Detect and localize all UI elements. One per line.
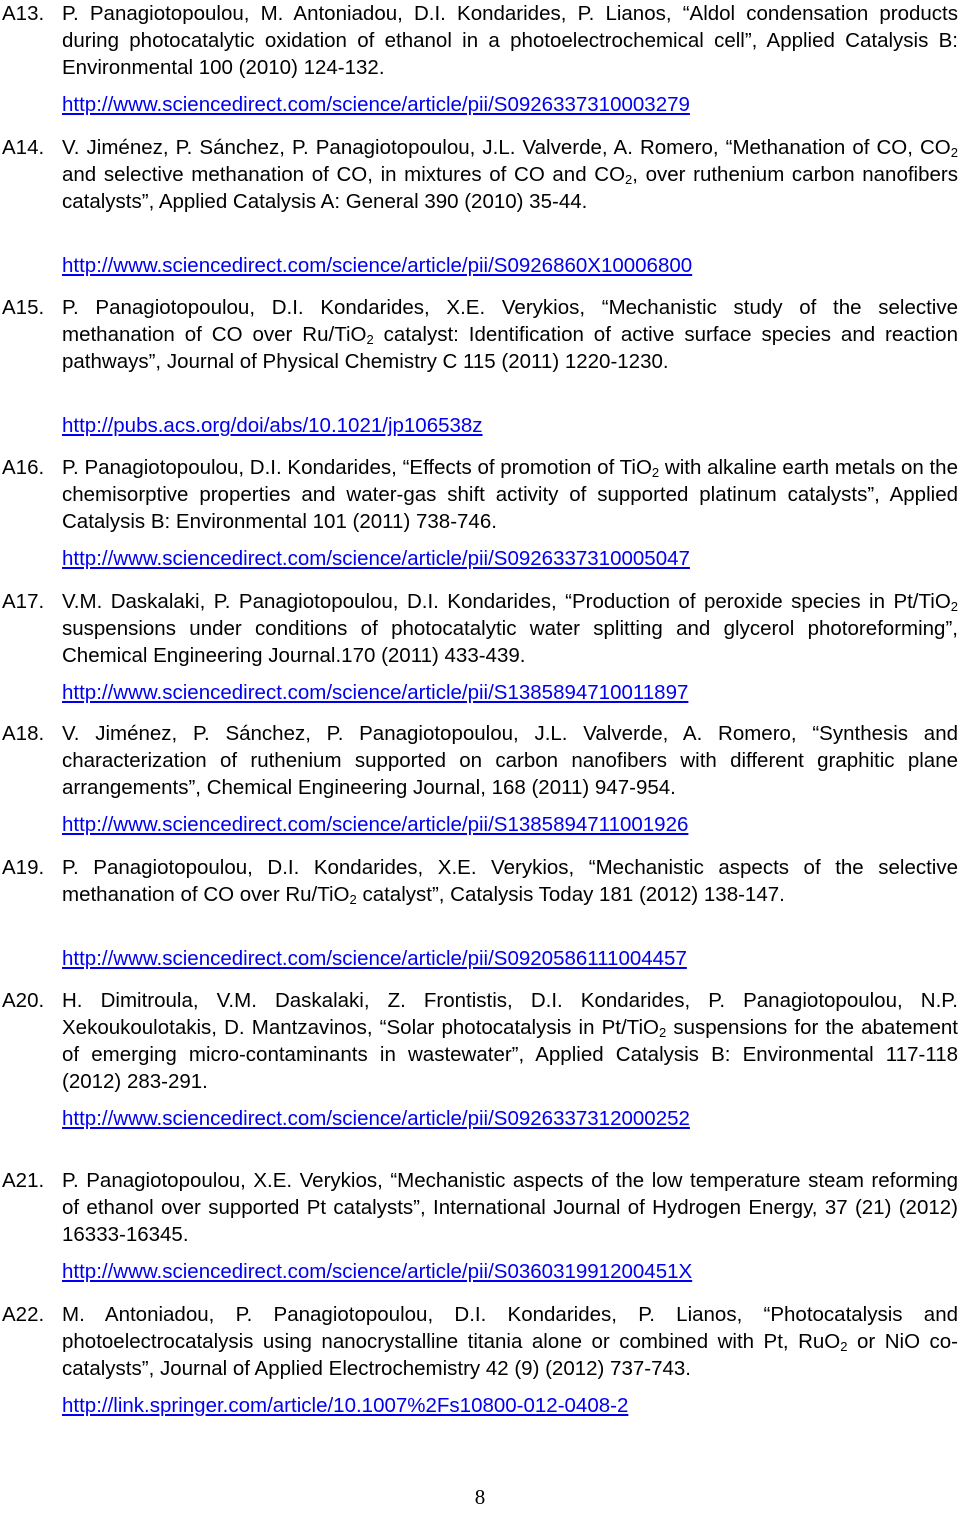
citation-text: suspensions for the abatement of emerging micro-contaminants in wastewater”, Applied Catalysis B: Environmental 117-118 (2012) 283-291.	[62, 1016, 958, 1093]
citation-text: V. Jiménez, P. Sánchez, P. Panagiotopoulou, J.L. Valverde, A. Romero, “Synthesis and characterization of ruthenium supported on carbon nanofibers with different graphitic plane arrangements”, Chemical Engineering Journal, 168 (2011) 947-954.	[62, 722, 958, 799]
reference-entry	[0, 0, 958, 116]
reference-number: A13.	[2, 2, 45, 25]
citation-text: catalyst: Identification of active surface species and reaction pathways”, Journal of Physical Chemistry C 115 (2011) 1220-1230.	[62, 323, 958, 373]
reference-link[interactable]: http://www.sciencedirect.com/science/article/pii/S0926860X10006800	[62, 254, 693, 277]
reference-link[interactable]: http://www.sciencedirect.com/science/article/pii/S1385894710011897	[62, 681, 689, 704]
reference-number: A22.	[2, 1303, 45, 1326]
citation-text: catalyst”, Catalysis Today 181 (2012) 138-147.	[356, 883, 785, 906]
reference-entry	[0, 294, 958, 437]
reference-citation	[62, 0, 958, 81]
subscript: 2	[950, 599, 958, 614]
citation-text: P. Panagiotopoulou, D.I. Kondarides, X.E. Verykios, “Mechanistic study of the selective methanation of CO over Ru/TiO	[62, 296, 958, 346]
citation-text: H. Dimitroula, V.M. Daskalaki, Z. Frontistis, D.I. Kondarides, P. Panagiotopoulou, N.P. Xekoukoulotakis, D. Mantzavinos, “Solar photocatalysis in Pt/TiO	[62, 989, 958, 1039]
reference-citation	[62, 588, 958, 669]
reference-citation	[62, 1301, 958, 1382]
reference-citation	[62, 454, 958, 535]
citation-text: with alkaline earth metals on the chemisorptive properties and water-gas shift activity of supported platinum catalysts”, Applied Catalysis B: Environmental 101 (2011) 738-746.	[62, 456, 958, 533]
reference-citation	[62, 854, 958, 908]
reference-number: A14.	[2, 136, 45, 159]
subscript: 2	[349, 892, 357, 907]
reference-citation	[62, 134, 958, 215]
citation-text: P. Panagiotopoulou, M. Antoniadou, D.I. Kondarides, P. Lianos, “Aldol condensation products during photocatalytic oxidation of ethanol in a photoelectrochemical cell”, Applied Catalysis B: Environmental 100 (2010) 124-132.	[62, 2, 958, 79]
reference-entry	[0, 1301, 958, 1417]
reference-link[interactable]: http://www.sciencedirect.com/science/article/pii/S0926337312000252	[62, 1107, 690, 1130]
reference-entry	[0, 454, 958, 570]
reference-entry	[0, 987, 958, 1130]
reference-link[interactable]: http://www.sciencedirect.com/science/article/pii/S0920586111004457	[62, 947, 687, 970]
subscript: 2	[840, 1339, 848, 1354]
citation-text: P. Panagiotopoulou, D.I. Kondarides, “Effects of promotion of TiO	[62, 456, 652, 479]
subscript: 2	[651, 465, 660, 480]
reference-entry	[0, 1167, 958, 1283]
citation-text: P. Panagiotopoulou, D.I. Kondarides, X.E. Verykios, “Mechanistic aspects of the selective methanation of CO over Ru/TiO	[62, 856, 958, 906]
reference-number: A19.	[2, 856, 45, 879]
reference-link[interactable]: http://www.sciencedirect.com/science/article/pii/S036031991200451X	[62, 1260, 693, 1283]
reference-number: A18.	[2, 722, 45, 745]
citation-text: V.M. Daskalaki, P. Panagiotopoulou, D.I. Kondarides, “Production of peroxide species in Pt/TiO	[62, 590, 951, 613]
subscript: 2	[625, 172, 633, 187]
citation-text: suspensions under conditions of photocatalytic water splitting and glycerol photoreforming”, Chemical Engineering Journal.170 (2011) 433-439.	[62, 617, 958, 667]
reference-entry	[0, 588, 958, 704]
reference-citation	[62, 720, 958, 801]
reference-number: A20.	[2, 989, 45, 1012]
reference-link[interactable]: http://www.sciencedirect.com/science/article/pii/S0926337310005047	[62, 547, 690, 570]
reference-link[interactable]: http://link.springer.com/article/10.1007%2Fs10800-012-0408-2	[62, 1394, 629, 1417]
reference-link[interactable]: http://pubs.acs.org/doi/abs/10.1021/jp106538z	[62, 414, 483, 437]
reference-citation	[62, 294, 958, 375]
reference-number: A15.	[2, 296, 45, 319]
reference-number: A21.	[2, 1169, 45, 1192]
reference-link[interactable]: http://www.sciencedirect.com/science/article/pii/S0926337310003279	[62, 93, 690, 116]
reference-citation	[62, 1167, 958, 1248]
subscript: 2	[366, 332, 374, 347]
reference-entry	[0, 854, 958, 970]
page-number: 8	[474, 1485, 486, 1509]
reference-number: A17.	[2, 590, 45, 613]
reference-citation	[62, 987, 958, 1095]
citation-text: , over ruthenium carbon nanofibers catalysts”, Applied Catalysis A: General 390 (2010) 35-44.	[62, 163, 958, 213]
citation-text: V. Jiménez, P. Sánchez, P. Panagiotopoulou, J.L. Valverde, A. Romero, “Methanation of CO, CO	[62, 136, 951, 159]
reference-link[interactable]: http://www.sciencedirect.com/science/article/pii/S1385894711001926	[62, 813, 689, 836]
reference-number: A16.	[2, 456, 45, 479]
citation-text: M. Antoniadou, P. Panagiotopoulou, D.I. Kondarides, P. Lianos, “Photocatalysis and photoelectrocatalysis using nanocrystalline titania alone or combined with Pt, RuO	[62, 1303, 958, 1353]
subscript: 2	[658, 1025, 667, 1040]
citation-text: or NiO co-catalysts”, Journal of Applied Electrochemistry 42 (9) (2012) 737-743.	[62, 1330, 958, 1380]
citation-text: P. Panagiotopoulou, X.E. Verykios, “Mechanistic aspects of the low temperature steam reforming of ethanol over supported Pt catalysts”, International Journal of Hydrogen Energy, 37 (21) (2012) 16333-16345.	[62, 1169, 958, 1246]
subscript: 2	[950, 145, 958, 160]
citation-text: and selective methanation of CO, in mixtures of CO and CO	[62, 163, 626, 186]
reference-entry	[0, 134, 958, 277]
reference-entry	[0, 720, 958, 836]
